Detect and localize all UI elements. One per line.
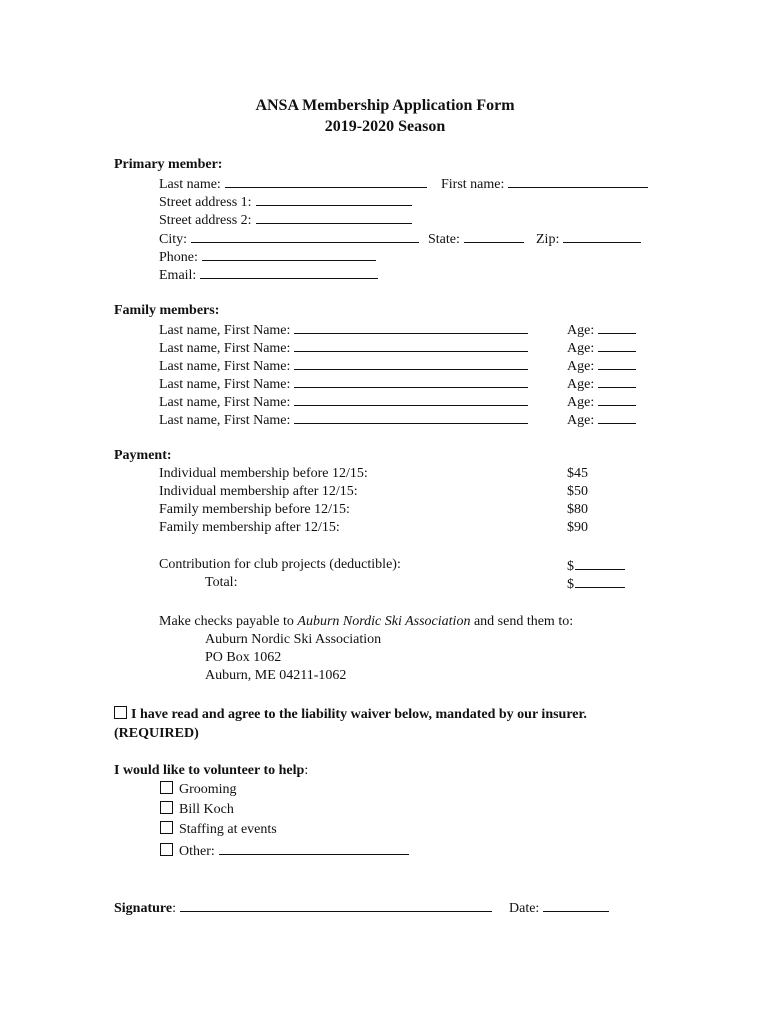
payment-item-price: $50 (567, 484, 588, 499)
waiver-checkbox[interactable] (114, 706, 127, 719)
state-label: State: (428, 232, 460, 247)
form-title: ANSA Membership Application Form (255, 97, 515, 114)
volunteer-option-label: Other: (179, 844, 215, 859)
street1-label: Street address 1: (159, 195, 252, 210)
volunteer-heading: I would like to volunteer to help (114, 763, 305, 778)
payment-item-label: Individual membership after 12/15: (159, 484, 358, 499)
contribution-field[interactable] (575, 556, 625, 570)
volunteer-checkbox[interactable] (160, 843, 173, 856)
family-age-field[interactable] (598, 392, 636, 406)
waiver-text: I have read and agree to the liability waiver below, mandated by our insurer. (131, 707, 587, 722)
signature-row (114, 898, 492, 918)
family-age-label: Age: (567, 323, 595, 338)
volunteer-checkbox[interactable] (160, 801, 173, 814)
phone-field[interactable] (202, 247, 376, 261)
state-field[interactable] (464, 229, 524, 243)
signature-field[interactable] (180, 898, 492, 912)
volunteer-option-label: Bill Koch (179, 802, 234, 817)
last-name-field[interactable] (225, 174, 427, 188)
address-line: Auburn, ME 04211-1062 (205, 668, 347, 683)
contribution-label: Contribution for club projects (deductible): (159, 557, 401, 572)
family-age-label: Age: (567, 395, 595, 410)
volunteer-option (160, 781, 237, 799)
address-line: PO Box 1062 (205, 650, 282, 665)
total-row (567, 574, 625, 594)
checks-suffix: and send them to: (473, 614, 574, 629)
email-row (159, 265, 378, 285)
last-name-row (159, 174, 427, 194)
signature-label: Signature (114, 901, 173, 916)
first-name-label: First name: (441, 177, 505, 192)
date-label: Date: (509, 901, 540, 916)
family-name-label: Last name, First Name: (159, 413, 291, 428)
family-name-label: Last name, First Name: (159, 341, 291, 356)
payment-item-label: Individual membership before 12/15: (159, 466, 368, 481)
dollar-sign: $ (567, 559, 574, 574)
email-field[interactable] (200, 265, 378, 279)
last-name-label: Last name: (159, 177, 221, 192)
street2-field[interactable] (256, 210, 412, 224)
signature-colon: : (172, 901, 176, 916)
first-name-field[interactable] (508, 174, 648, 188)
family-name-label: Last name, First Name: (159, 359, 291, 374)
family-age-field[interactable] (598, 338, 636, 352)
total-field[interactable] (575, 574, 625, 588)
family-row (159, 338, 528, 358)
family-name-field[interactable] (294, 374, 528, 388)
family-row (159, 410, 528, 430)
volunteer-colon: : (304, 763, 309, 778)
street1-field[interactable] (256, 192, 412, 206)
contribution-row (567, 556, 625, 576)
volunteer-option (160, 841, 409, 861)
checks-prefix: Make checks payable to (159, 614, 294, 629)
family-age-row (567, 356, 636, 376)
city-label: City: (159, 232, 188, 247)
family-age-field[interactable] (598, 410, 636, 424)
volunteer-option-label: Grooming (179, 782, 237, 797)
family-age-row (567, 320, 636, 340)
family-age-label: Age: (567, 377, 595, 392)
zip-label: Zip: (536, 232, 560, 247)
family-heading: Family members: (114, 303, 220, 318)
family-name-label: Last name, First Name: (159, 377, 291, 392)
family-name-field[interactable] (294, 356, 528, 370)
zip-row (536, 229, 641, 249)
waiver-row (114, 706, 587, 724)
zip-field[interactable] (563, 229, 641, 243)
payment-item-label: Family membership before 12/15: (159, 502, 350, 517)
family-name-label: Last name, First Name: (159, 323, 291, 338)
payment-heading: Payment: (114, 448, 172, 463)
payment-item-price: $45 (567, 466, 588, 481)
city-row (159, 229, 419, 249)
total-label: Total: (205, 575, 238, 590)
volunteer-other-field[interactable] (219, 841, 409, 855)
phone-label: Phone: (159, 250, 198, 265)
street2-row (159, 210, 412, 230)
date-row (509, 898, 609, 918)
family-row (159, 356, 528, 376)
waiver-required: (REQUIRED) (114, 726, 199, 741)
family-age-row (567, 374, 636, 394)
family-name-label: Last name, First Name: (159, 395, 291, 410)
email-label: Email: (159, 268, 197, 283)
family-row (159, 374, 528, 394)
family-age-label: Age: (567, 413, 595, 428)
city-field[interactable] (191, 229, 419, 243)
primary-heading: Primary member: (114, 157, 223, 172)
checks-payee: Auburn Nordic Ski Association (297, 614, 471, 629)
family-name-field[interactable] (294, 392, 528, 406)
phone-row (159, 247, 376, 267)
payment-item-label: Family membership after 12/15: (159, 520, 340, 535)
volunteer-heading-row (114, 762, 308, 780)
dollar-sign: $ (567, 577, 574, 592)
volunteer-checkbox[interactable] (160, 821, 173, 834)
family-age-field[interactable] (598, 374, 636, 388)
family-age-row (567, 410, 636, 430)
family-age-label: Age: (567, 341, 595, 356)
state-row (428, 229, 524, 249)
volunteer-option (160, 801, 234, 819)
family-name-field[interactable] (294, 338, 528, 352)
volunteer-option (160, 821, 277, 839)
family-row (159, 320, 528, 340)
family-row (159, 392, 528, 412)
payment-item-price: $80 (567, 502, 588, 517)
volunteer-option-label: Staffing at events (179, 822, 277, 837)
family-age-field[interactable] (598, 320, 636, 334)
family-age-field[interactable] (598, 356, 636, 370)
family-age-label: Age: (567, 359, 595, 374)
address-line: Auburn Nordic Ski Association (205, 632, 382, 647)
payment-item-price: $90 (567, 520, 588, 535)
street2-label: Street address 2: (159, 213, 252, 228)
street1-row (159, 192, 412, 212)
family-name-field[interactable] (294, 410, 528, 424)
date-field[interactable] (543, 898, 609, 912)
family-age-row (567, 338, 636, 358)
first-name-row (441, 174, 648, 194)
volunteer-checkbox[interactable] (160, 781, 173, 794)
family-age-row (567, 392, 636, 412)
form-season: 2019-2020 Season (324, 118, 446, 135)
family-name-field[interactable] (294, 320, 528, 334)
checks-instruction (159, 613, 573, 631)
